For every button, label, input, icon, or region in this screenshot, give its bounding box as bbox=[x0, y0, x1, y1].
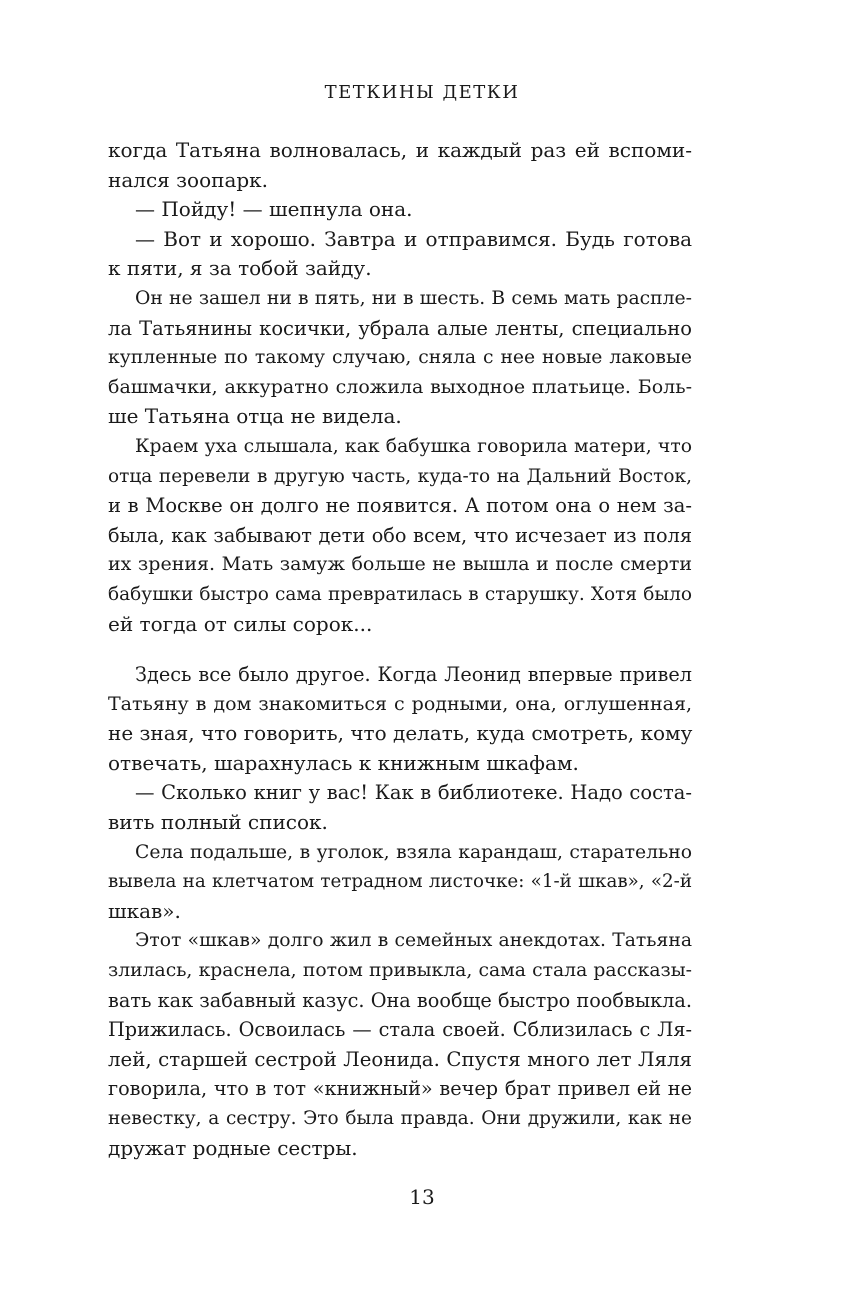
text-line: и в Москве он долго не появится. А потом она о нем за- bbox=[108, 494, 692, 518]
text-line: Татьяну в дом знакомиться с родными, она, оглушенная, bbox=[108, 692, 692, 715]
text-line: Здесь все было другое. Когда Леонид впервые привел bbox=[135, 663, 692, 686]
text-line: невестку, а сестру. Это была правда. Они дружили, как не bbox=[108, 1107, 692, 1129]
text-line: вывела на клетчатом тетрадном листочке: «1-й шкав», «2-й bbox=[108, 871, 692, 893]
text-line: Прижилась. Освоилась — стала своей. Сблизилась с Ля- bbox=[108, 1018, 692, 1042]
text-line: не зная, что говорить, что делать, куда смотреть, кому bbox=[108, 721, 693, 746]
text-line: говорила, что в тот «книжный» вечер брат привел ей не bbox=[108, 1077, 692, 1101]
text-block-1 bbox=[108, 136, 692, 639]
text-line: когда Татьяна волновалась, и каждый раз ей вспоми- bbox=[108, 138, 692, 162]
text-line: — Сколько книг у вас! Как в библиотеке. Надо соста- bbox=[135, 781, 692, 805]
text-line: вить полный список. bbox=[108, 809, 328, 834]
text-line: бабушки быстро сама превратилась в старушку. Хотя было bbox=[108, 583, 692, 605]
text-line: вать как забавный казус. Она вообще быстро пообвыкла. bbox=[108, 988, 692, 1012]
text-line: башмачки, аккуратно сложила выходное платьице. Боль- bbox=[108, 375, 692, 398]
text-line: Он не зашел ни в пять, ни в шесть. В семь мать распле- bbox=[135, 287, 692, 309]
running-head: ТЕТКИНЫ ДЕТКИ bbox=[324, 82, 520, 103]
text-line: Села подальше, в уголок, взяла карандаш, старательно bbox=[135, 841, 692, 863]
text-block-2 bbox=[108, 660, 692, 1163]
text-line: отвечать, шарахнулась к книжным шкафам. bbox=[108, 750, 579, 775]
text-line: ей тогда от силы сорок... bbox=[108, 611, 373, 636]
text-line: нался зоопарк. bbox=[108, 167, 269, 192]
text-line: лей, старшей сестрой Леонида. Спустя много лет Ляля bbox=[108, 1047, 692, 1071]
text-line: — Пойду! — шепнула она. bbox=[135, 197, 413, 222]
text-line: была, как забывают дети обо всем, что исчезает из поля bbox=[108, 523, 692, 547]
page-number: 13 bbox=[409, 1185, 435, 1209]
text-line: ла Татьянины косички, убрала алые ленты, специально bbox=[108, 316, 692, 340]
text-line: купленные по такому случаю, сняла с нее новые лаковые bbox=[108, 347, 692, 369]
text-line: Этот «шкав» долго жил в семейных анекдотах. Татьяна bbox=[135, 930, 692, 952]
text-line: дружат родные сестры. bbox=[108, 1135, 358, 1160]
text-line: к пяти, я за тобой зайду. bbox=[108, 256, 372, 281]
text-line: Краем уха слышала, как бабушка говорила матери, что bbox=[135, 435, 692, 457]
text-line: — Вот и хорошо. Завтра и отправимся. Будь готова bbox=[135, 226, 692, 251]
text-line: отца перевели в другую часть, куда-то на Дальний Восток, bbox=[108, 465, 692, 487]
text-line: их зрения. Мать замуж больше не вышла и после смерти bbox=[108, 553, 692, 576]
text-line: злилась, краснела, потом привыкла, сама стала рассказы- bbox=[108, 959, 692, 981]
text-line: ше Татьяна отца не видела. bbox=[108, 404, 402, 429]
text-line: шкав». bbox=[108, 898, 181, 923]
